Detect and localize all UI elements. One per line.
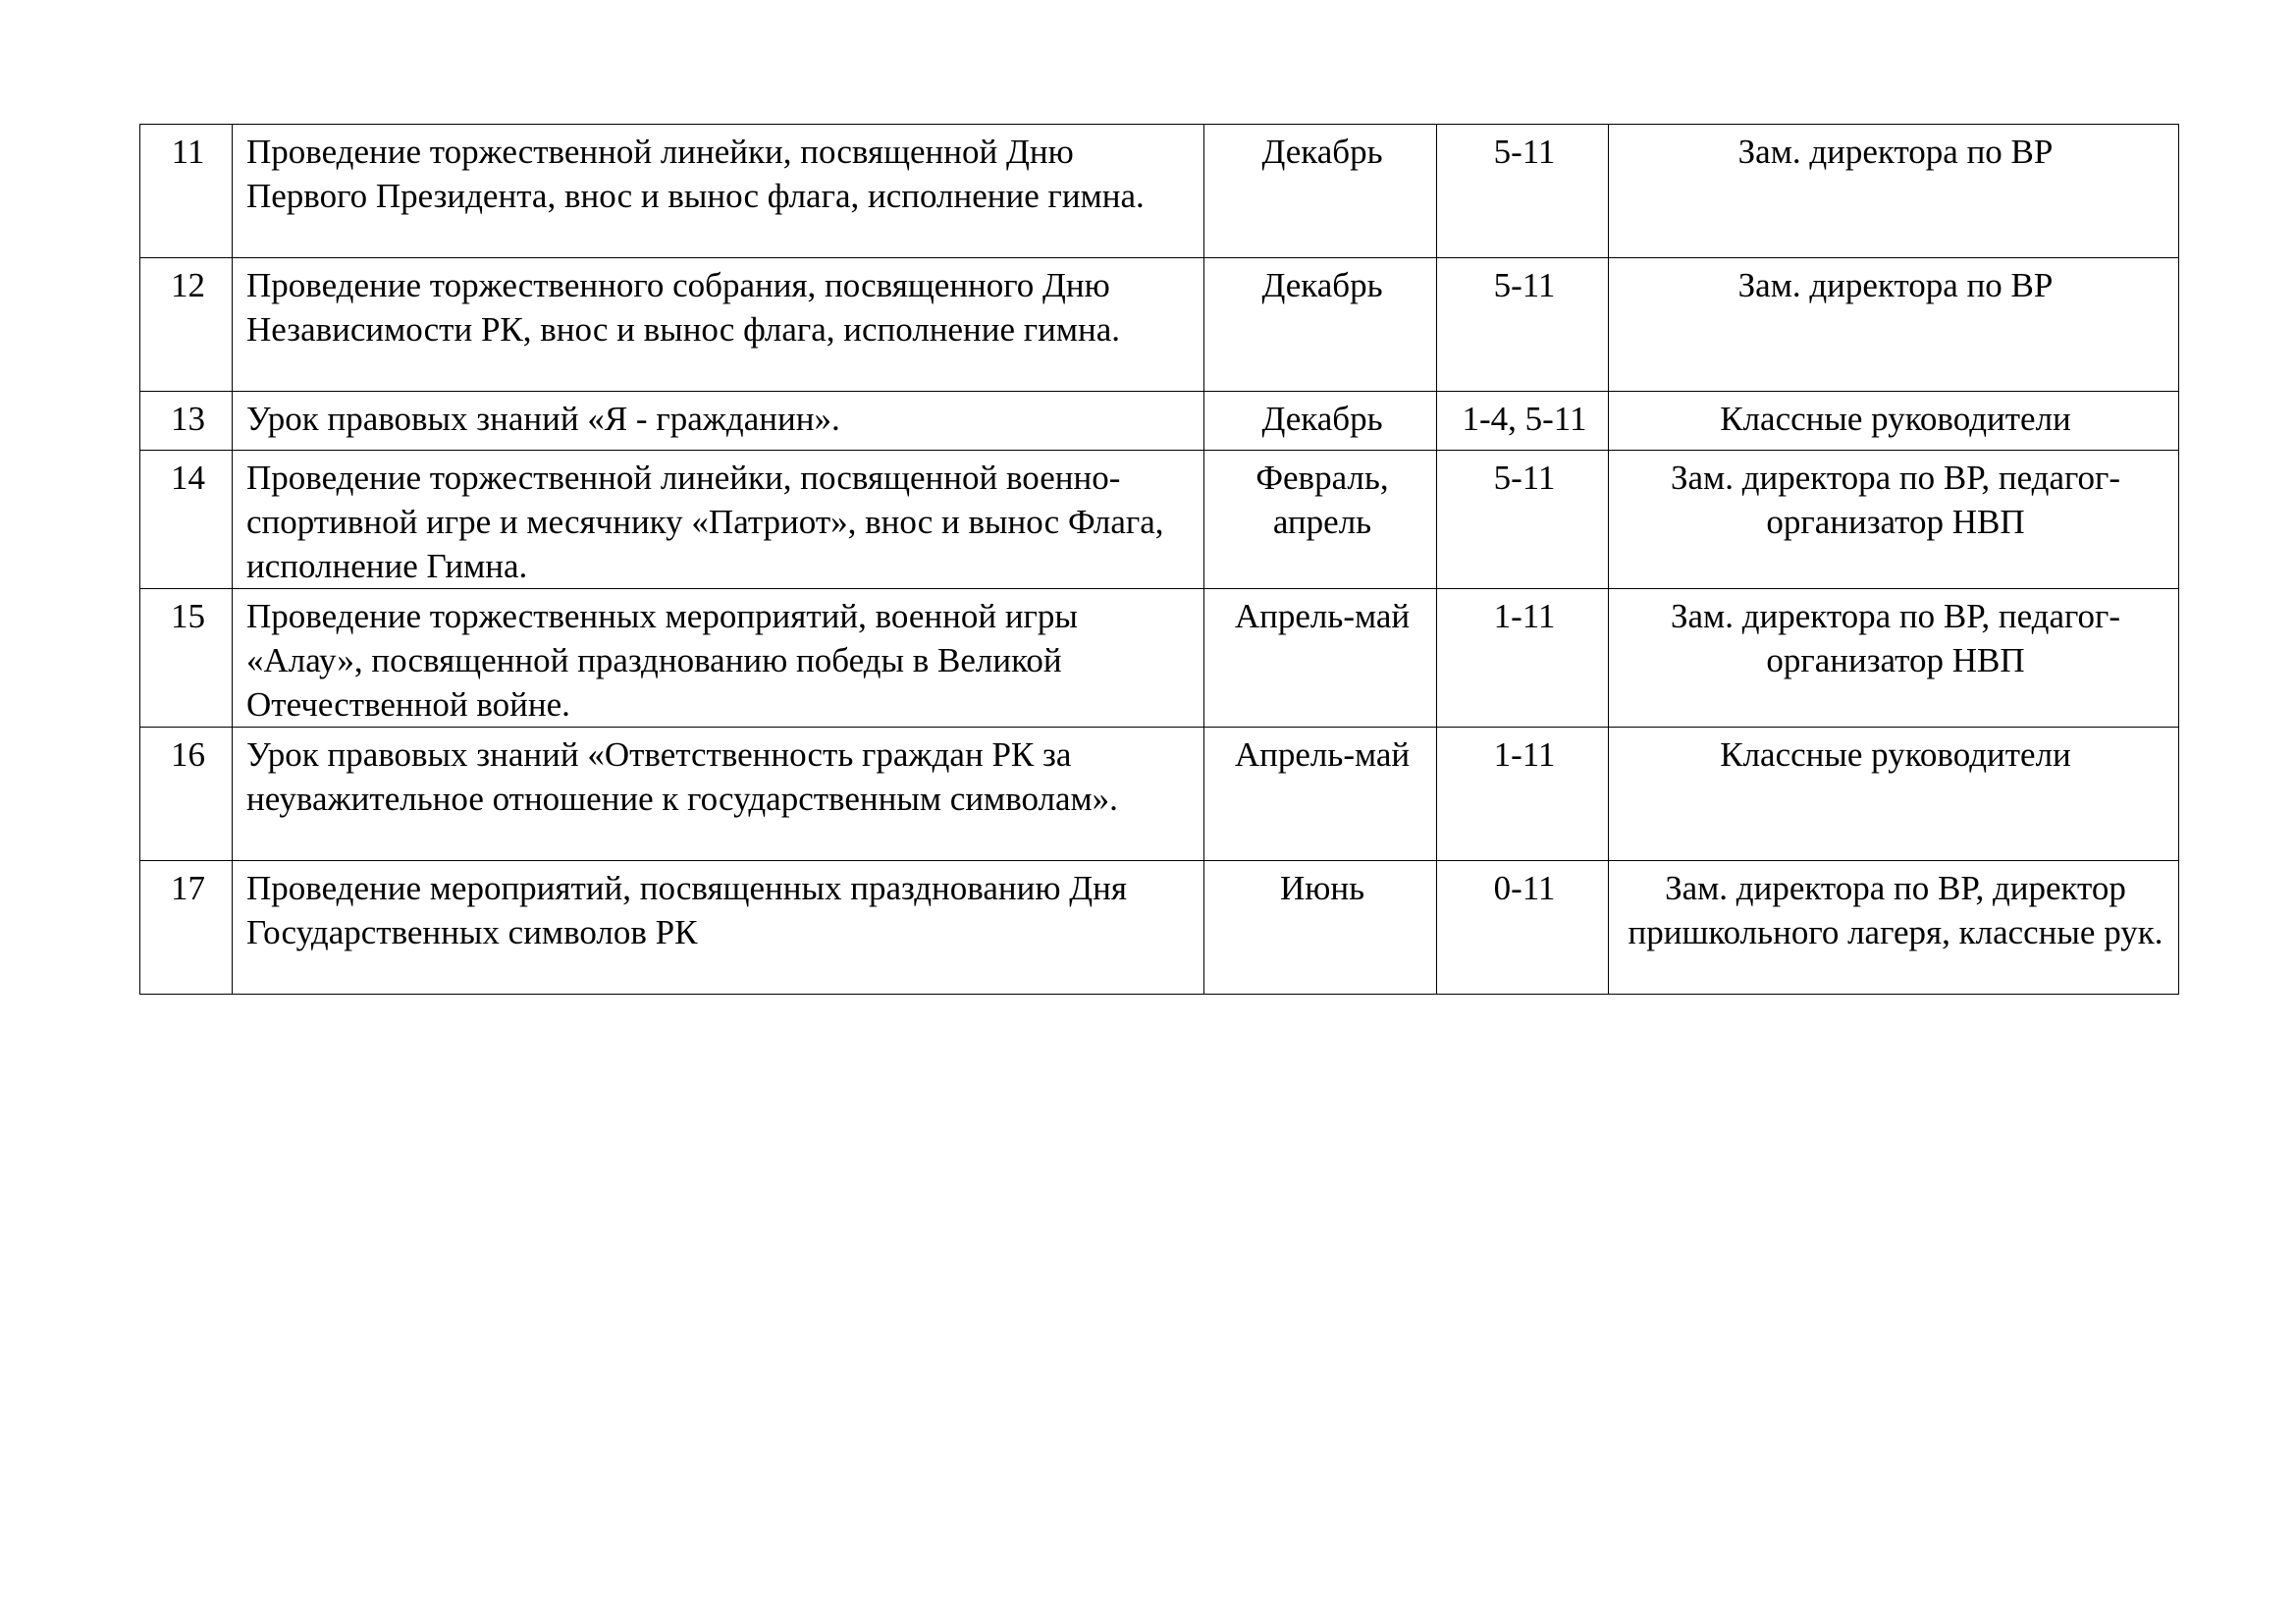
event-responsible: Зам. директора по ВР: [1609, 125, 2179, 258]
event-description: Проведение торжественного собрания, посвященного Дню Независимости РК, внос и вынос флага, исполнение гимна.: [233, 258, 1204, 392]
table-row: [140, 589, 2179, 728]
event-date: Декабрь: [1204, 125, 1437, 258]
event-grades: 0-11: [1437, 861, 1609, 995]
row-number: 17: [140, 861, 233, 995]
event-description: Проведение торжественной линейки, посвященной Дню Первого Президента, внос и вынос флага, исполнение гимна.: [233, 125, 1204, 258]
event-date: Декабрь: [1204, 258, 1437, 392]
table-row: [140, 258, 2179, 392]
event-grades: 5-11: [1437, 451, 1609, 589]
event-date: Февраль, апрель: [1204, 451, 1437, 589]
table-row: [140, 728, 2179, 861]
event-date: Апрель-май: [1204, 728, 1437, 861]
row-number: 14: [140, 451, 233, 589]
event-description: Проведение торжественных мероприятий, военной игры «Алау», посвященной празднованию победы в Великой Отечественной войне.: [233, 589, 1204, 728]
event-description: Проведение торжественной линейки, посвященной военно-спортивной игре и месячнику «Патриот», внос и вынос Флага, исполнение Гимна.: [233, 451, 1204, 589]
event-responsible: Зам. директора по ВР, директор пришкольного лагеря, классные рук.: [1609, 861, 2179, 995]
event-responsible: Зам. директора по ВР, педагог-организатор НВП: [1609, 451, 2179, 589]
table-row: [140, 451, 2179, 589]
event-date: Апрель-май: [1204, 589, 1437, 728]
row-number: 13: [140, 392, 233, 451]
event-grades: 1-11: [1437, 589, 1609, 728]
row-number: 16: [140, 728, 233, 861]
row-number: 15: [140, 589, 233, 728]
event-responsible: Зам. директора по ВР, педагог-организатор НВП: [1609, 589, 2179, 728]
event-responsible: Классные руководители: [1609, 728, 2179, 861]
event-grades: 1-4, 5-11: [1437, 392, 1609, 451]
event-grades: 5-11: [1437, 125, 1609, 258]
event-grades: 1-11: [1437, 728, 1609, 861]
table-row: [140, 392, 2179, 451]
event-description: Урок правовых знаний «Ответственность граждан РК за неуважительное отношение к государственным символам».: [233, 728, 1204, 861]
event-date: Декабрь: [1204, 392, 1437, 451]
event-description: Проведение мероприятий, посвященных празднованию Дня Государственных символов РК: [233, 861, 1204, 995]
events-plan-table: [139, 124, 2179, 995]
event-responsible: Зам. директора по ВР: [1609, 258, 2179, 392]
event-description: Урок правовых знаний «Я - гражданин».: [233, 392, 1204, 451]
row-number: 12: [140, 258, 233, 392]
event-date: Июнь: [1204, 861, 1437, 995]
event-grades: 5-11: [1437, 258, 1609, 392]
event-responsible: Классные руководители: [1609, 392, 2179, 451]
table-row: [140, 861, 2179, 995]
table-row: [140, 125, 2179, 258]
row-number: 11: [140, 125, 233, 258]
